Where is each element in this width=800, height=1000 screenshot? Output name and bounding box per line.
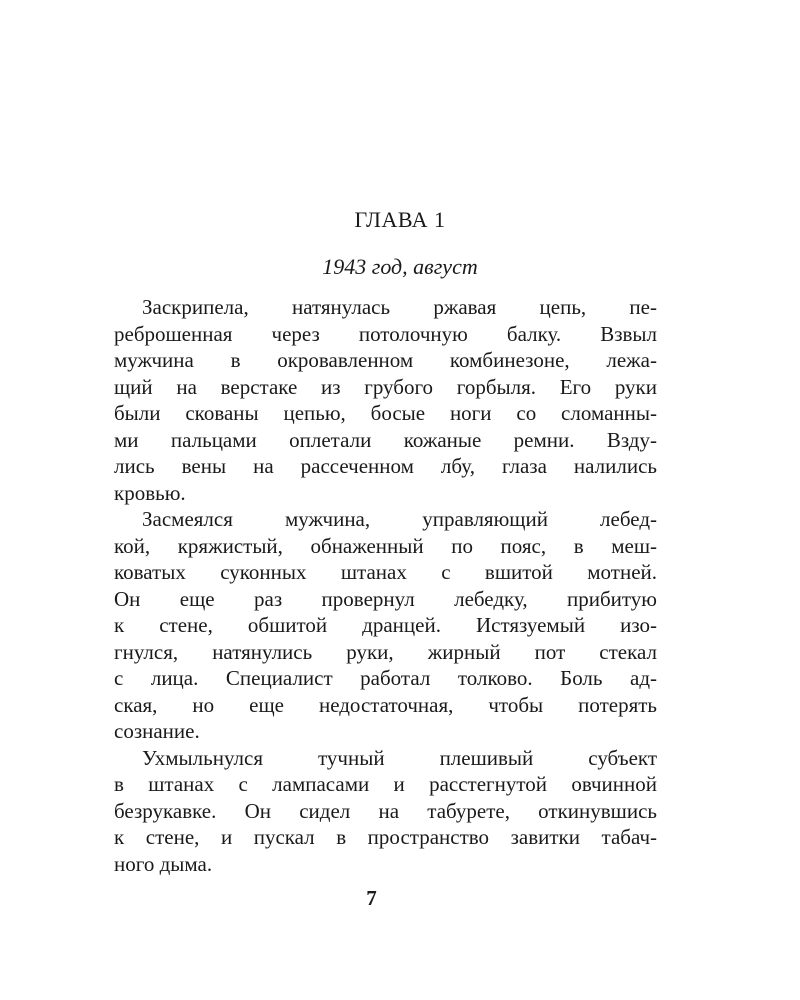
text-line: к стене, обшитой дранцей. Истязуемый изо- xyxy=(114,613,657,637)
text-line: кровью. xyxy=(114,480,186,505)
text-line: безрукавке. Он сидел на табурете, откинувшись xyxy=(114,798,657,823)
text-line: Он еще раз провернул лебедку, прибитую xyxy=(114,586,657,611)
text-line: гнулся, натянулись руки, жирный пот стекал xyxy=(114,639,657,664)
text-line: мужчина в окровавленном комбинезоне, лежа- xyxy=(114,348,657,372)
text-line: лись вены на рассеченном лбу, глаза налились xyxy=(114,454,657,478)
text-line: Ухмыльнулся тучный плешивый субъект xyxy=(142,745,657,770)
text-line: коватых суконных штанах с вшитой мотней. xyxy=(114,560,657,584)
page-number: 7 xyxy=(366,886,377,910)
paragraph xyxy=(114,294,657,506)
text-line: кой, кряжистый, обнаженный по пояс, в меш- xyxy=(114,533,657,558)
chapter-subtitle: 1943 год, август xyxy=(322,254,478,279)
text-line: сознание. xyxy=(114,719,200,743)
text-line: Заскрипела, натянулась ржавая цепь, пе- xyxy=(142,295,657,319)
body-text xyxy=(114,294,657,877)
text-line: ская, но еще недостаточная, чтобы потерять xyxy=(114,692,657,717)
text-line: в штанах с лампасами и расстегнутой овчинной xyxy=(114,772,657,796)
text-line: ного дыма. xyxy=(114,851,213,876)
text-line: к стене, и пускал в пространство завитки табач- xyxy=(114,825,657,849)
text-line: Засмеялся мужчина, управляющий лебед- xyxy=(142,507,657,531)
paragraph xyxy=(114,745,657,878)
text-line: реброшенная через потолочную балку. Взвыл xyxy=(114,321,657,346)
text-line: с лица. Специалист работал толково. Боль ад- xyxy=(114,666,657,690)
text-line: были скованы цепью, босые ноги со сломанны- xyxy=(114,401,657,425)
text-line: щий на верстаке из грубого горбыля. Его руки xyxy=(114,374,657,399)
paragraph xyxy=(114,506,657,745)
text-line: ми пальцами оплетали кожаные ремни. Взду- xyxy=(114,427,657,452)
chapter-title: ГЛАВА 1 xyxy=(354,207,446,232)
